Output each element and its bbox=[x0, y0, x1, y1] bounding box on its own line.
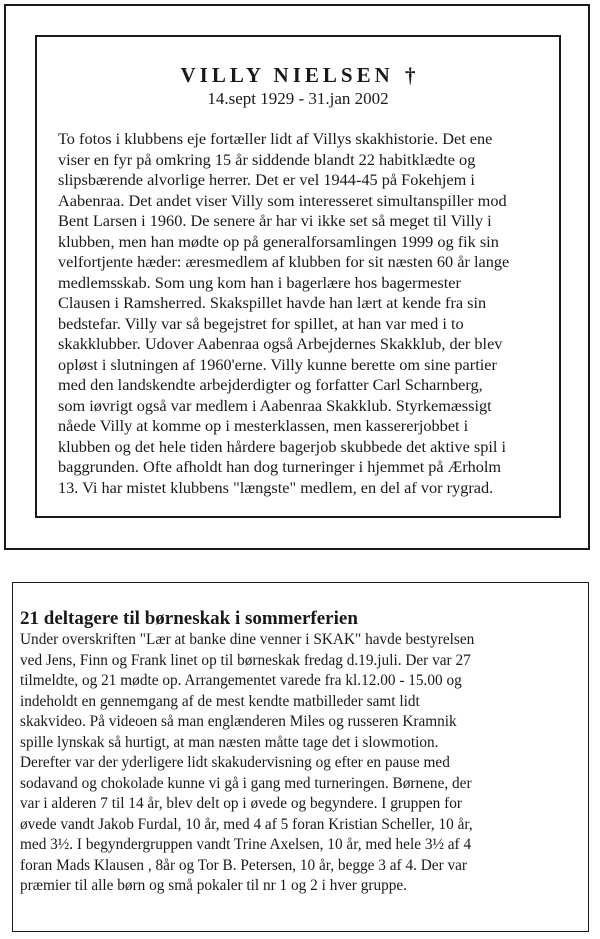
obituary-line: viser en fyr på omkring 15 år siddende blandt 22 habitklædte og bbox=[58, 149, 476, 169]
obituary-line: Aabenraa. Det andet viser Villy som interesseret simultanspiller mod bbox=[58, 190, 507, 210]
article-line: Derefter var der yderligere lidt skakudervisning og efter en pause med bbox=[20, 754, 450, 771]
obituary-line: velfortjente hæder: æresmedlem af klubben for sit næsten 60 år lange bbox=[58, 252, 510, 271]
obituary-line: bedstefar. Villy var så begejstret for spillet, at han var med i to bbox=[58, 313, 464, 333]
obituary-line: slipsbærende alvorlige herrer. Det er vel 1944-45 på Fokehjem i bbox=[58, 170, 475, 189]
article-line: øvede vandt Jakob Furdal, 10 år, med 4 af 5 foran Kristian Scheller, 10 år, bbox=[20, 815, 473, 833]
article-headline: 21 deltagere til børneskak i sommerferien bbox=[20, 608, 358, 629]
obituary-body bbox=[58, 129, 544, 498]
obituary-line: opløst i slutningen af 1960'erne. Villy kunne berette om sine partier bbox=[58, 354, 497, 374]
obituary-line: Bent Larsen i 1960. De senere år har vi ikke set så meget til Villy i bbox=[58, 211, 492, 230]
obituary-dates: 14.sept 1929 - 31.jan 2002 bbox=[207, 89, 389, 108]
obituary-inner-border bbox=[35, 35, 561, 518]
obituary-line: med den landskendte arbejderdigter og forfatter Carl Scharnberg, bbox=[58, 375, 483, 394]
article-line: spille lynskak så hurtigt, at man næsten måtte tage det i slowmotion. bbox=[20, 733, 439, 751]
article-line: skakvideo. På videoen så man englænderen Miles og russeren Kramnik bbox=[20, 713, 457, 730]
obituary-line: nåede Villy at komme op i mesterklassen, men kassererjobbet i bbox=[58, 416, 469, 435]
obituary-line: klubben og det hele tiden hårdere bagerjob skubbede det aktive spil i bbox=[58, 436, 507, 456]
obituary-line: To fotos i klubbens eje fortæller lidt af Villys skakhistorie. Det ene bbox=[58, 129, 493, 148]
obituary-line: baggrunden. Ofte afholdt han dog turneringer i hjemmet på Ærholm bbox=[58, 457, 502, 476]
article-line: foran Mads Klausen , 8år og Tor B. Petersen, 10 år, begge 3 af 4. Der var bbox=[20, 856, 468, 874]
obituary-frame bbox=[4, 4, 590, 550]
article-line: Under overskriften "Lær at banke dine venner i SKAK" havde bestyrelsen bbox=[20, 631, 475, 648]
obituary-name: VILLY NIELSEN bbox=[180, 63, 394, 87]
obituary-line: Clausen i Ramsherred. Skakspillet havde han lært at kende fra sin bbox=[58, 293, 487, 312]
article-frame bbox=[12, 582, 589, 932]
article-line: var i alderen 7 til 14 år, blev delt op i øvede og begyndere. I gruppen for bbox=[20, 795, 462, 812]
cross-icon: † bbox=[405, 63, 416, 87]
article-line: indeholdt en gennemgang af de mest kendte matbilleder samt lidt bbox=[20, 692, 420, 710]
obituary-title bbox=[37, 63, 559, 87]
obituary-line: medlemsskab. Som ung kom han i bagerlære hos bagermester bbox=[58, 272, 461, 292]
article-line: sodavand og chokolade kunne vi gå i gang med turneringen. Børnene, der bbox=[20, 774, 472, 792]
article-line: præmier til alle børn og små pokaler til nr 1 og 2 i hver gruppe. bbox=[20, 877, 408, 894]
article-body bbox=[20, 630, 580, 897]
obituary-line: som iøvrigt også var medlem i Aabenraa Skakklub. Styrkemæssigt bbox=[58, 395, 492, 415]
obituary-line: skakklubber. Udover Aabenraa også Arbejdernes Skakklub, der blev bbox=[58, 334, 503, 353]
article-line: tilmeldte, og 21 mødte op. Arrangementet varede fra kl.12.00 - 15.00 og bbox=[20, 672, 462, 689]
article-line: med 3½. I begyndergruppen vandt Trine Axelsen, 10 år, med hele 3½ af 4 bbox=[20, 836, 472, 853]
obituary-line: klubben, men han mødte op på generalforsamlingen 1999 og fik sin bbox=[58, 231, 499, 251]
obituary-line: 13. Vi har mistet klubbens "længste" medlem, en del af vor rygrad. bbox=[58, 477, 494, 497]
article-line: ved Jens, Finn og Frank linet op til børneskak fredag d.19.juli. Der var 27 bbox=[20, 651, 471, 669]
